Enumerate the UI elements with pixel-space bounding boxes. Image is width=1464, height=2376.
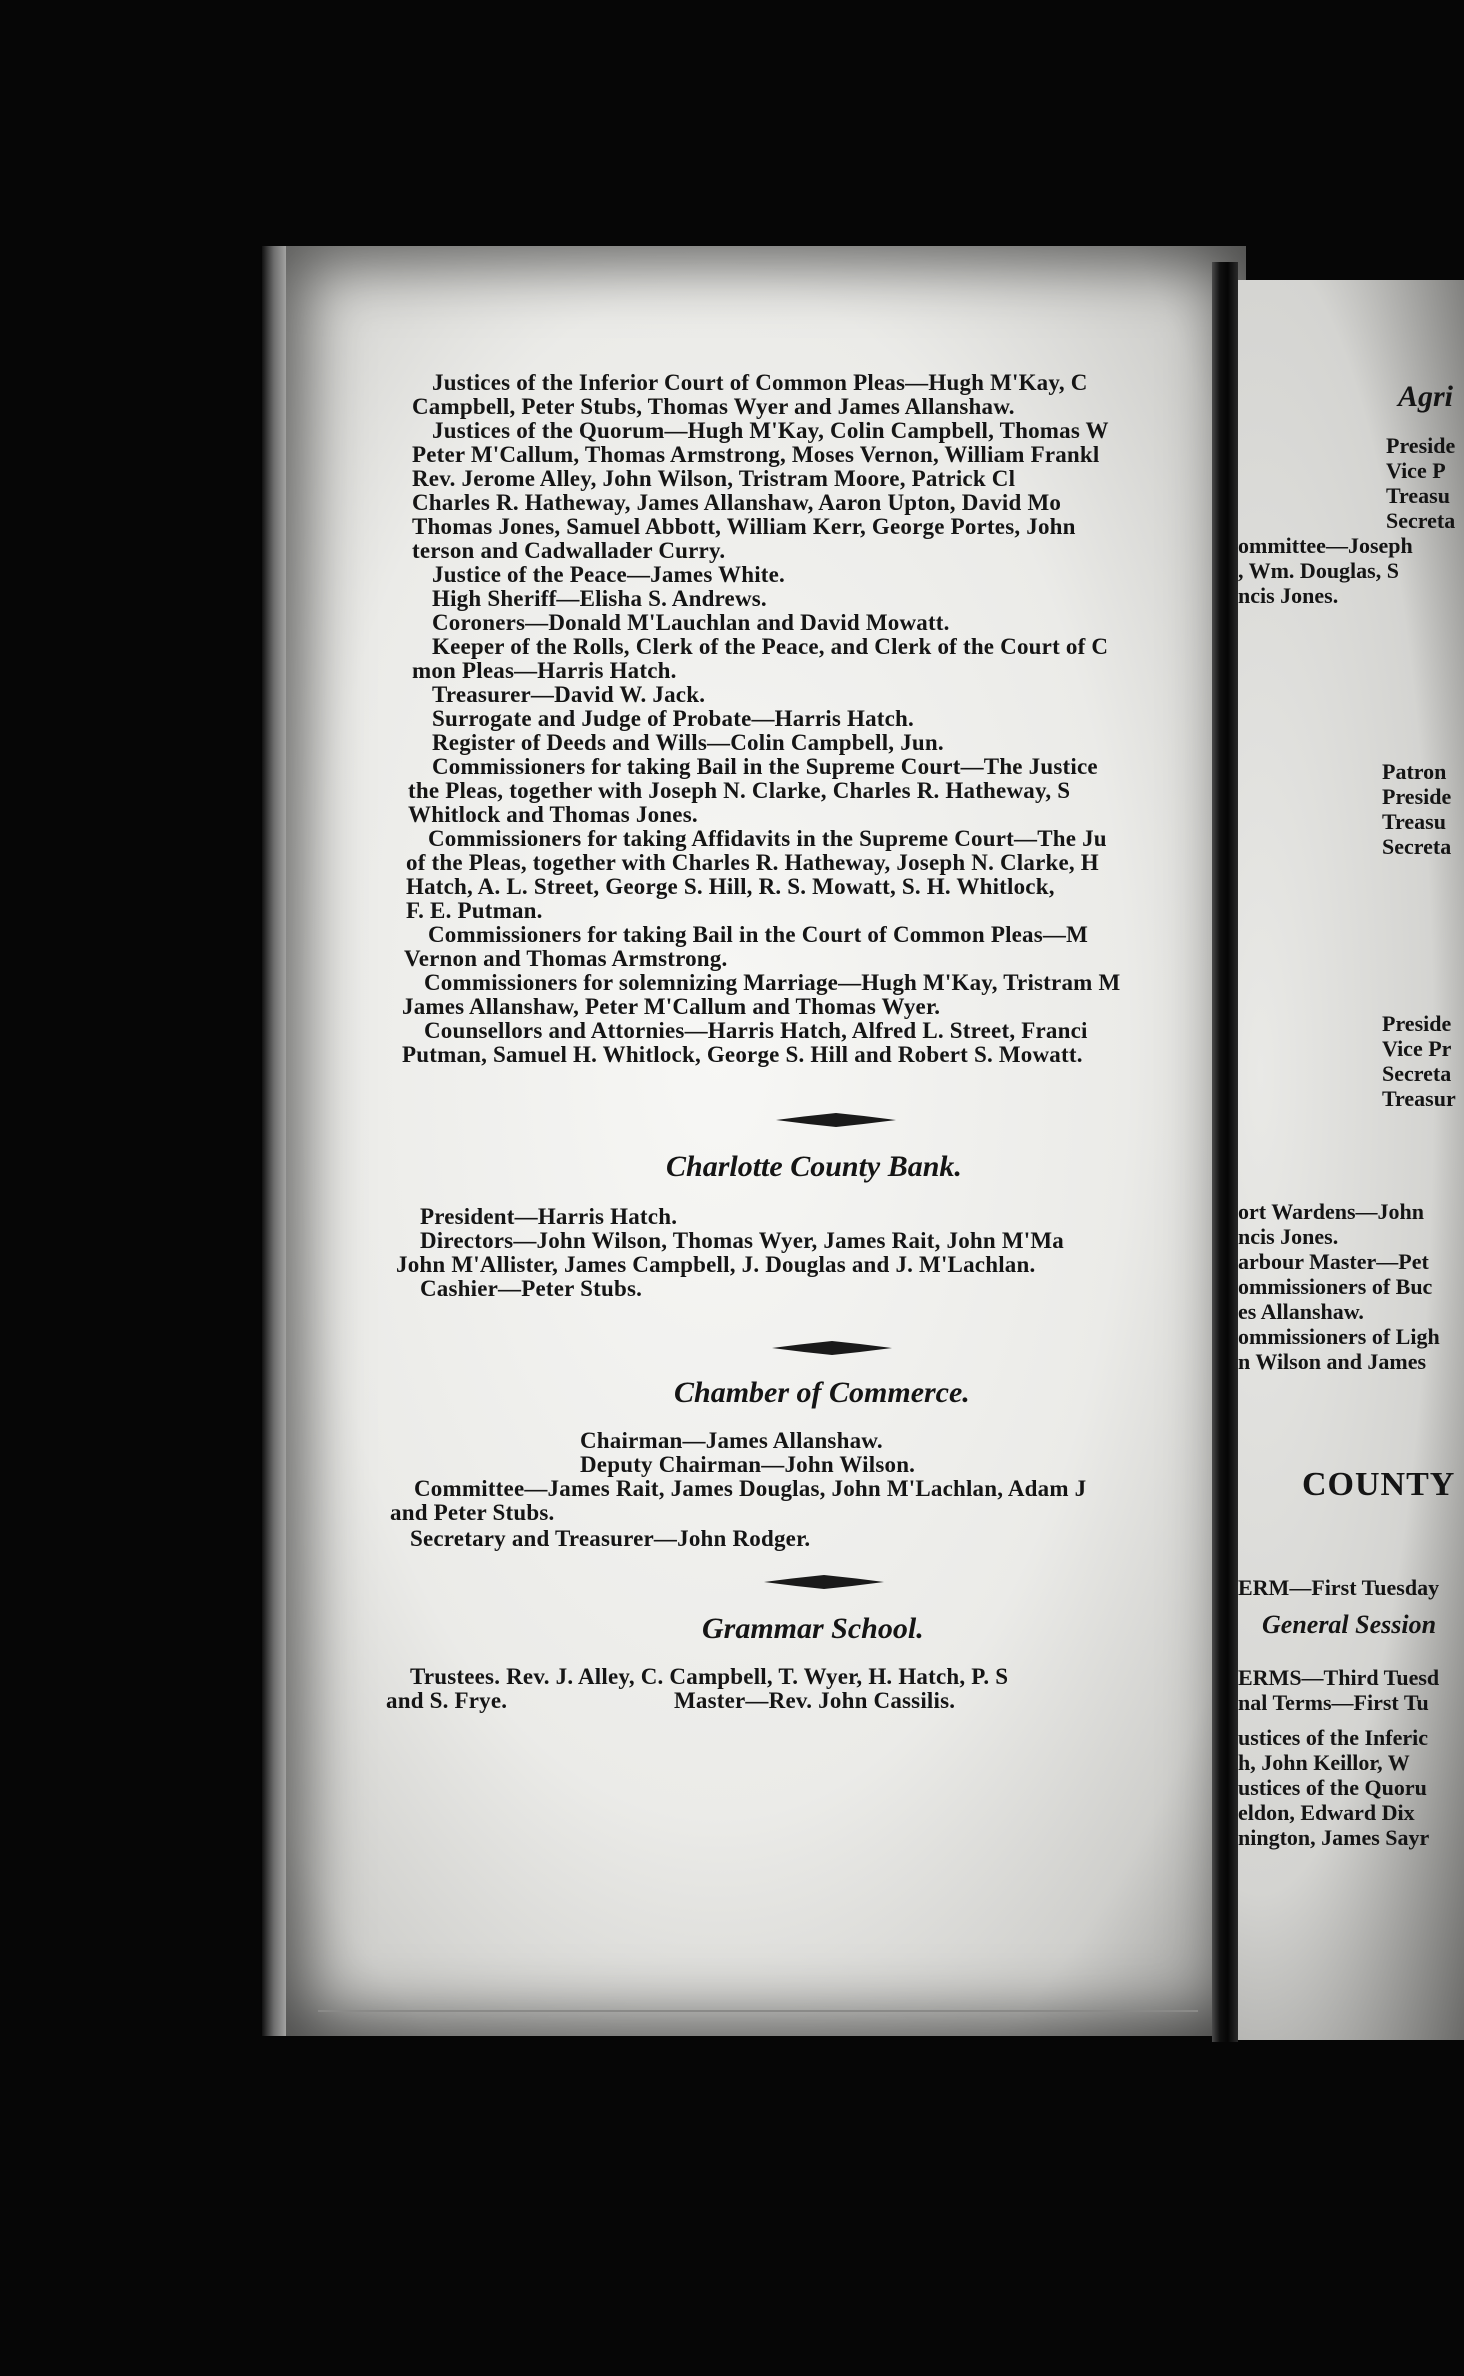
right-heading-county: COUNTY bbox=[1302, 1466, 1456, 1503]
right-line: Vice P bbox=[1386, 458, 1446, 483]
court-line: High Sheriff—Elisha S. Andrews. bbox=[432, 586, 767, 611]
court-line: of the Pleas, together with Charles R. Hatheway, Joseph N. Clarke, H bbox=[406, 850, 1099, 875]
court-line: Commissioners for taking Bail in the Court of Common Pleas—M bbox=[428, 922, 1089, 947]
right-line: Treasur bbox=[1382, 1086, 1456, 1111]
right-line: Treasu bbox=[1382, 809, 1446, 834]
right-line: Secreta bbox=[1382, 1061, 1452, 1086]
right-line: Preside bbox=[1386, 433, 1456, 458]
court-line: terson and Cadwallader Curry. bbox=[412, 538, 726, 563]
court-line: Coroners—Donald M'Lauchlan and David Mowatt. bbox=[432, 610, 950, 635]
right-line: Treasu bbox=[1386, 483, 1450, 508]
section-divider-ornament bbox=[776, 1112, 896, 1128]
court-line: F. E. Putman. bbox=[406, 898, 543, 923]
bank-line: Cashier—Peter Stubs. bbox=[420, 1276, 643, 1301]
chamber-line: and Peter Stubs. bbox=[390, 1500, 555, 1525]
right-line: ERM—First Tuesday bbox=[1238, 1575, 1440, 1600]
school-heading: Grammar School. bbox=[702, 1612, 924, 1645]
court-line: Surrogate and Judge of Probate—Harris Hatch. bbox=[432, 706, 914, 731]
court-line: Treasurer—David W. Jack. bbox=[432, 682, 706, 707]
right-line: ommissioners of Buc bbox=[1238, 1274, 1433, 1299]
court-line: Thomas Jones, Samuel Abbott, William Kerr, George Portes, John bbox=[412, 514, 1076, 539]
court-line: Charles R. Hatheway, James Allanshaw, Aaron Upton, David Mo bbox=[412, 490, 1062, 515]
right-line: Preside bbox=[1382, 1011, 1452, 1036]
right-line: Preside bbox=[1382, 784, 1452, 809]
right-line: Secreta bbox=[1382, 834, 1452, 859]
right-line: es Allanshaw. bbox=[1238, 1299, 1364, 1324]
chamber-line: Deputy Chairman—John Wilson. bbox=[580, 1452, 916, 1477]
court-line: the Pleas, together with Joseph N. Clarke, Charles R. Hatheway, S bbox=[408, 778, 1071, 803]
right-heading-sessions: General Session bbox=[1262, 1610, 1437, 1639]
court-line: James Allanshaw, Peter M'Callum and Thomas Wyer. bbox=[402, 994, 941, 1019]
court-line: Vernon and Thomas Armstrong. bbox=[404, 946, 728, 971]
right-line: eldon, Edward Dix bbox=[1238, 1800, 1415, 1825]
court-line: Counsellors and Attornies—Harris Hatch, Alfred L. Street, Franci bbox=[424, 1018, 1088, 1043]
chamber-line: Chairman—James Allanshaw. bbox=[580, 1428, 883, 1453]
right-line: ommittee—Joseph bbox=[1238, 533, 1413, 558]
bank-line: President—Harris Hatch. bbox=[420, 1204, 678, 1229]
right-line: Patron bbox=[1382, 759, 1447, 784]
right-line: , Wm. Douglas, S bbox=[1238, 558, 1399, 583]
court-line: Justice of the Peace—James White. bbox=[432, 562, 786, 587]
court-line: Campbell, Peter Stubs, Thomas Wyer and James Allanshaw. bbox=[412, 394, 1015, 419]
court-line: Register of Deeds and Wills—Colin Campbell, Jun. bbox=[432, 730, 944, 755]
court-line: mon Pleas—Harris Hatch. bbox=[412, 658, 677, 683]
court-line: Peter M'Callum, Thomas Armstrong, Moses Vernon, William Frankl bbox=[412, 442, 1100, 467]
right-line: nal Terms—First Tu bbox=[1238, 1690, 1429, 1715]
right-line: ommissioners of Ligh bbox=[1238, 1324, 1440, 1349]
court-line: Commissioners for taking Affidavits in the Supreme Court—The Ju bbox=[428, 826, 1107, 851]
chamber-line: Committee—James Rait, James Douglas, John M'Lachlan, Adam J bbox=[414, 1476, 1087, 1501]
right-line: ustices of the Quoru bbox=[1238, 1775, 1427, 1800]
right-line: ustices of the Inferic bbox=[1238, 1725, 1429, 1750]
court-line: Whitlock and Thomas Jones. bbox=[408, 802, 698, 827]
court-line: Justices of the Inferior Court of Common Pleas—Hugh M'Kay, C bbox=[432, 370, 1088, 395]
right-line: ncis Jones. bbox=[1238, 1224, 1339, 1249]
court-line: Justices of the Quorum—Hugh M'Kay, Colin Campbell, Thomas W bbox=[432, 418, 1109, 443]
court-line: Commissioners for solemnizing Marriage—Hugh M'Kay, Tristram M bbox=[424, 970, 1121, 995]
chamber-line: Secretary and Treasurer—John Rodger. bbox=[410, 1526, 811, 1551]
right-line: nington, James Sayr bbox=[1238, 1825, 1430, 1850]
court-line: Commissioners for taking Bail in the Supreme Court—The Justice bbox=[432, 754, 1098, 779]
right-line: ERMS—Third Tuesd bbox=[1238, 1665, 1440, 1690]
school-line: and S. Frye. bbox=[386, 1688, 508, 1713]
right-line: Secreta bbox=[1386, 508, 1456, 533]
school-line: Master—Rev. John Cassilis. bbox=[674, 1688, 956, 1713]
section-divider-ornament bbox=[764, 1574, 884, 1590]
court-line: Keeper of the Rolls, Clerk of the Peace, and Clerk of the Court of C bbox=[432, 634, 1109, 659]
bank-heading: Charlotte County Bank. bbox=[666, 1150, 962, 1183]
court-line: Putman, Samuel H. Whitlock, George S. Hill and Robert S. Mowatt. bbox=[402, 1042, 1083, 1067]
court-line: Hatch, A. L. Street, George S. Hill, R. S. Mowatt, S. H. Whitlock, bbox=[406, 874, 1055, 899]
right-line: arbour Master—Pet bbox=[1238, 1249, 1429, 1274]
bank-line: John M'Allister, James Campbell, J. Douglas and J. M'Lachlan. bbox=[396, 1252, 1036, 1277]
right-heading-agri: Agri bbox=[1398, 380, 1454, 413]
court-line: Rev. Jerome Alley, John Wilson, Tristram Moore, Patrick Cl bbox=[412, 466, 1016, 491]
section-divider-ornament bbox=[772, 1340, 892, 1356]
chamber-heading: Chamber of Commerce. bbox=[674, 1376, 970, 1409]
bank-line: Directors—John Wilson, Thomas Wyer, James Rait, John M'Ma bbox=[420, 1228, 1064, 1253]
right-line: n Wilson and James bbox=[1238, 1349, 1427, 1374]
right-line: Vice Pr bbox=[1382, 1036, 1452, 1061]
right-line: ort Wardens—John bbox=[1238, 1199, 1425, 1224]
right-line: ncis Jones. bbox=[1238, 583, 1339, 608]
right-line: h, John Keillor, W bbox=[1238, 1750, 1410, 1775]
school-line: Trustees. Rev. J. Alley, C. Campbell, T. Wyer, H. Hatch, P. S bbox=[410, 1664, 1009, 1689]
